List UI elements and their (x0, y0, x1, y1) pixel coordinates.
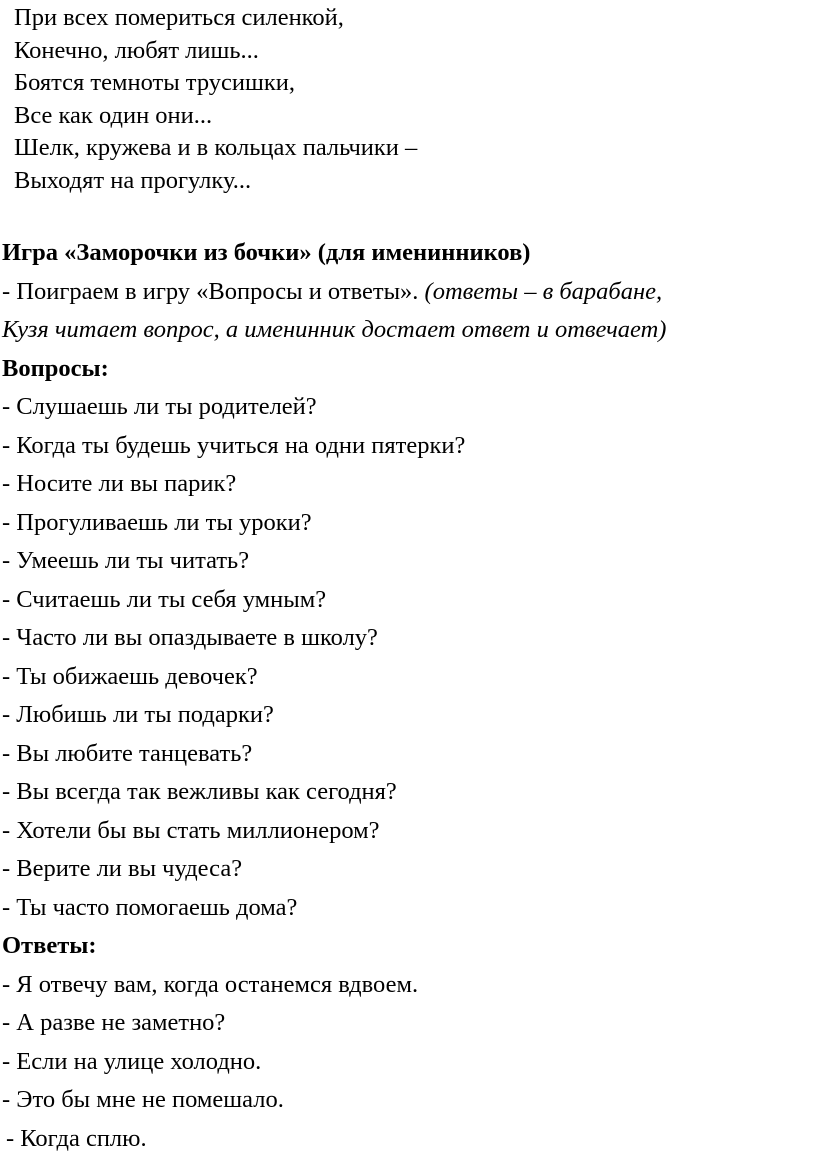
question-item: - Часто ли вы опаздываете в школу? (2, 624, 378, 651)
question-item: - Хотели бы вы стать миллионером? (2, 816, 380, 844)
poem-line: Шелк, кружева и в кольцах пальчики – (14, 134, 418, 161)
answer-item: - Когда сплю. (6, 1124, 147, 1152)
answer-item: - Если на улице холодно. (2, 1047, 262, 1075)
poem-line: Выходят на прогулку... (14, 166, 252, 194)
answers-heading: Ответы: (2, 932, 97, 959)
game-note-part1: (ответы – в барабане, (418, 277, 663, 305)
questions-heading: Вопросы: (2, 354, 109, 382)
answer-item: - Я отвечу вам, когда останемся вдвоем. (2, 970, 419, 998)
question-item: - Носите ли вы парик? (2, 470, 237, 497)
game-intro-text: - Поиграем в игру «Вопросы и ответы». (2, 277, 419, 305)
question-item: - Когда ты будешь учиться на одни пятерки? (2, 431, 466, 459)
question-item: - Умеешь ли ты читать? (2, 547, 250, 574)
poem-line: При всех помериться силенкой, (14, 4, 344, 31)
poem-line: Конечно, любят лишь... (14, 36, 259, 64)
poem-line: Боятся темноты трусишки, (14, 69, 295, 96)
game-title: Игра «Заморочки из бочки» (для именинников) (2, 239, 531, 266)
poem-block (14, 2, 417, 197)
answer-item: - А разве не заметно? (2, 1009, 226, 1036)
game-section (2, 234, 808, 1158)
question-item: - Вы любите танцевать? (2, 739, 253, 767)
question-item: - Прогуливаешь ли ты уроки? (2, 508, 312, 536)
answer-item: - Это бы мне не помешало. (2, 1086, 284, 1113)
poem-line: Все как один они... (14, 101, 213, 129)
question-item: - Верите ли вы чудеса? (2, 855, 243, 882)
question-item: - Ты обижаешь девочек? (2, 662, 258, 690)
question-item: - Вы всегда так вежливы как сегодня? (2, 778, 397, 805)
game-intro (2, 273, 808, 312)
question-item: - Слушаешь ли ты родителей? (2, 393, 317, 420)
question-item: - Любишь ли ты подарки? (2, 701, 274, 728)
game-note-part2: Кузя читает вопрос, а именинник достает ответ и отвечает) (2, 316, 667, 343)
question-item: - Ты часто помогаешь дома? (2, 893, 298, 921)
question-item: - Считаешь ли ты себя умным? (2, 585, 327, 613)
